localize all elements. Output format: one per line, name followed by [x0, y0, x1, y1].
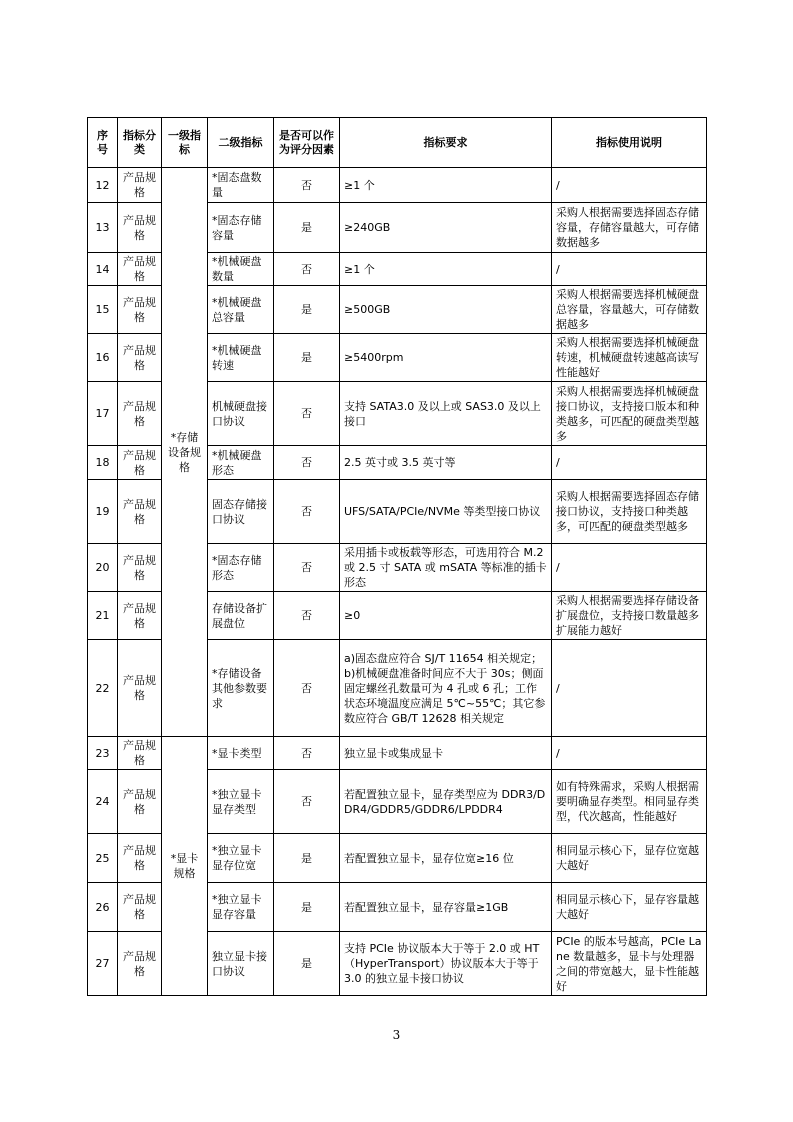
row-scoring: 是 — [274, 834, 340, 883]
row-level2: *固态存储容量 — [208, 203, 274, 253]
row-description: 采购人根据需要选择机械硬盘接口协议，支持接口版本和种类越多，可匹配的硬盘类型越多 — [552, 382, 707, 446]
row-description: 采购人根据需要选择固态存储接口协议，支持接口种类越多，可匹配的硬盘类型越多 — [552, 480, 707, 544]
row-seq: 19 — [88, 480, 118, 544]
row-level2: *存储设备其他参数要求 — [208, 640, 274, 737]
row-description: 如有特殊需求，采购人根据需要明确显存类型。相同显存类型，代次越高，性能越好 — [552, 770, 707, 834]
row-category: 产品规格 — [118, 883, 162, 932]
row-scoring: 否 — [274, 544, 340, 592]
row-scoring: 是 — [274, 286, 340, 334]
row-scoring: 否 — [274, 770, 340, 834]
row-seq: 23 — [88, 737, 118, 770]
row-seq: 21 — [88, 592, 118, 640]
row-level2: 独立显卡接口协议 — [208, 932, 274, 996]
row-scoring: 否 — [274, 446, 340, 480]
row-requirement: 支持 SATA3.0 及以上或 SAS3.0 及以上接口 — [340, 382, 552, 446]
row-level2: 存储设备扩展盘位 — [208, 592, 274, 640]
row-scoring: 是 — [274, 932, 340, 996]
row-scoring: 否 — [274, 253, 340, 286]
row-description: PCIe 的版本号越高，PCIe Lane 数量越多，显卡与处理器之间的带宽越大，显卡性能越好 — [552, 932, 707, 996]
row-description: / — [552, 737, 707, 770]
row-requirement — [340, 640, 552, 737]
row-seq: 25 — [88, 834, 118, 883]
row-category: 产品规格 — [118, 834, 162, 883]
row-requirement: 采用插卡或板载等形态，可选用符合 M.2 或 2.5 寸 SATA 或 mSATA 等标准的插卡形态 — [340, 544, 552, 592]
row-scoring: 是 — [274, 883, 340, 932]
row-level2: *固态盘数量 — [208, 168, 274, 203]
row-level2: *机械硬盘总容量 — [208, 286, 274, 334]
row-requirement: ≥240GB — [340, 203, 552, 253]
row-seq: 15 — [88, 286, 118, 334]
row-level2: *独立显卡显存位宽 — [208, 834, 274, 883]
row-category: 产品规格 — [118, 640, 162, 737]
row-level2: 固态存储接口协议 — [208, 480, 274, 544]
row-requirement: 2.5 英寸或 3.5 英寸等 — [340, 446, 552, 480]
row-scoring: 否 — [274, 382, 340, 446]
row-requirement: 若配置独立显卡，显存类型应为 DDR3/DDR4/GDDR5/GDDR6/LPDDR4 — [340, 770, 552, 834]
row-requirement: 若配置独立显卡，显存位宽≥16 位 — [340, 834, 552, 883]
row-scoring: 是 — [274, 203, 340, 253]
row-requirement: ≥1 个 — [340, 168, 552, 203]
row-level2: *独立显卡显存容量 — [208, 883, 274, 932]
row-category: 产品规格 — [118, 932, 162, 996]
row-requirement: UFS/SATA/PCIe/NVMe 等类型接口协议 — [340, 480, 552, 544]
row-seq: 24 — [88, 770, 118, 834]
row-description: 采购人根据需要选择机械硬盘转速，机械硬盘转速越高读写性能越好 — [552, 334, 707, 382]
row-level2: *机械硬盘数量 — [208, 253, 274, 286]
row-requirement: ≥5400rpm — [340, 334, 552, 382]
row-level2: 机械硬盘接口协议 — [208, 382, 274, 446]
row-seq: 17 — [88, 382, 118, 446]
row-scoring: 否 — [274, 480, 340, 544]
row-category: 产品规格 — [118, 770, 162, 834]
row-level2: *显卡类型 — [208, 737, 274, 770]
row-description: / — [552, 253, 707, 286]
row-scoring: 否 — [274, 592, 340, 640]
row-requirement: ≥0 — [340, 592, 552, 640]
row-seq: 16 — [88, 334, 118, 382]
row-category: 产品规格 — [118, 203, 162, 253]
table-row — [88, 168, 707, 203]
requirement-line-a: a)固态盘应符合 SJ/T 11654 相关规定； — [344, 651, 543, 665]
table-header-row — [88, 118, 707, 168]
header-category: 指标分类 — [118, 118, 162, 168]
row-category: 产品规格 — [118, 382, 162, 446]
row-level2: *机械硬盘转速 — [208, 334, 274, 382]
row-scoring: 否 — [274, 640, 340, 737]
group-storage: *存储设备规格 — [162, 168, 208, 737]
row-requirement: ≥500GB — [340, 286, 552, 334]
row-requirement: ≥1 个 — [340, 253, 552, 286]
row-description: / — [552, 640, 707, 737]
row-level2: *独立显卡显存类型 — [208, 770, 274, 834]
row-requirement: 若配置独立显卡，显存容量≥1GB — [340, 883, 552, 932]
row-scoring: 否 — [274, 168, 340, 203]
row-seq: 18 — [88, 446, 118, 480]
row-level2: *固态存储形态 — [208, 544, 274, 592]
row-category: 产品规格 — [118, 592, 162, 640]
table-row — [88, 737, 707, 770]
row-description: 相同显示核心下，显存位宽越大越好 — [552, 834, 707, 883]
row-category: 产品规格 — [118, 168, 162, 203]
row-seq: 13 — [88, 203, 118, 253]
header-level2: 二级指标 — [208, 118, 274, 168]
row-seq: 22 — [88, 640, 118, 737]
row-seq: 20 — [88, 544, 118, 592]
row-category: 产品规格 — [118, 253, 162, 286]
row-scoring: 否 — [274, 737, 340, 770]
requirement-line-b: b)机械硬盘准备时间应不大于 30s；侧面固定螺丝孔数量可为 4 孔或 6 孔；工作状态环境温度应满足 5℃~55℃；其它参数应符合 GB/T 12628 相关规定 — [344, 666, 546, 725]
row-seq: 26 — [88, 883, 118, 932]
header-seq: 序号 — [88, 118, 118, 168]
row-category: 产品规格 — [118, 334, 162, 382]
group-gpu: *显卡规格 — [162, 737, 208, 996]
row-description: 采购人根据需要选择机械硬盘总容量，容量越大，可存储数据越多 — [552, 286, 707, 334]
row-level2: *机械硬盘形态 — [208, 446, 274, 480]
spec-table — [87, 117, 707, 996]
header-scoring: 是否可以作为评分因素 — [274, 118, 340, 168]
header-level1: 一级指标 — [162, 118, 208, 168]
row-category: 产品规格 — [118, 446, 162, 480]
page-number: 3 — [392, 1028, 401, 1042]
row-description: / — [552, 168, 707, 203]
header-requirement: 指标要求 — [340, 118, 552, 168]
row-description: 采购人根据需要选择固态存储容量，存储容量越大，可存储数据越多 — [552, 203, 707, 253]
row-seq: 12 — [88, 168, 118, 203]
row-category: 产品规格 — [118, 737, 162, 770]
row-seq: 14 — [88, 253, 118, 286]
row-requirement: 支持 PCIe 协议版本大于等于 2.0 或 HT（HyperTransport）协议版本大于等于 3.0 的独立显卡接口协议 — [340, 932, 552, 996]
header-description: 指标使用说明 — [552, 118, 707, 168]
row-scoring: 是 — [274, 334, 340, 382]
row-description: / — [552, 446, 707, 480]
row-description: / — [552, 544, 707, 592]
row-description: 相同显示核心下，显存容量越大越好 — [552, 883, 707, 932]
row-requirement: 独立显卡或集成显卡 — [340, 737, 552, 770]
row-category: 产品规格 — [118, 544, 162, 592]
row-category: 产品规格 — [118, 286, 162, 334]
row-category: 产品规格 — [118, 480, 162, 544]
row-seq: 27 — [88, 932, 118, 996]
row-description: 采购人根据需要选择存储设备扩展盘位，支持接口数量越多扩展能力越好 — [552, 592, 707, 640]
